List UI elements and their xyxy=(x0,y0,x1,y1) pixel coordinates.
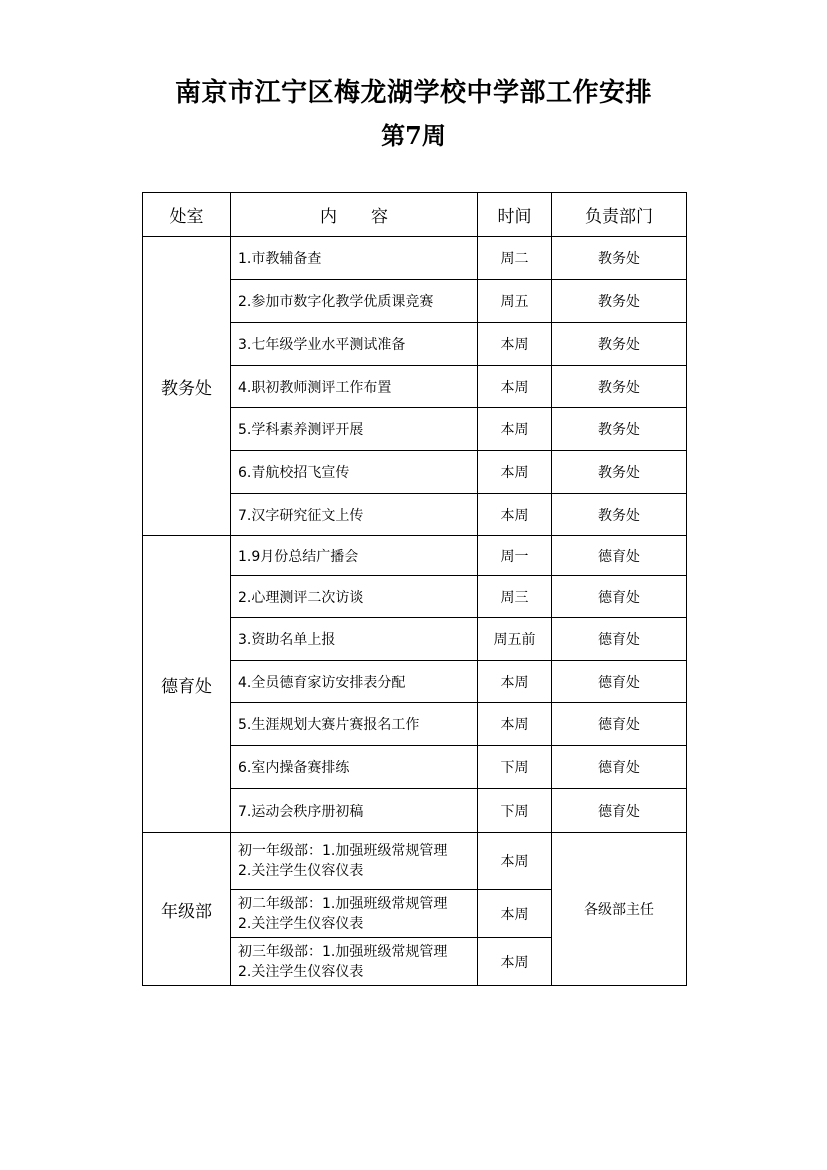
time-cell: 本周 xyxy=(478,323,552,366)
time-cell: 下周 xyxy=(478,789,552,833)
resp-cell: 教务处 xyxy=(552,366,687,408)
content-cell: 4.职初教师测评工作布置 xyxy=(231,366,478,408)
time-cell: 本周 xyxy=(478,494,552,536)
resp-cell: 教务处 xyxy=(552,451,687,494)
content-cell: 3.资助名单上报 xyxy=(231,618,478,661)
resp-cell: 德育处 xyxy=(552,536,687,576)
header-content: 内 容 xyxy=(231,193,478,237)
grade-task-line: 初二年级部：1.加强班级常规管理 xyxy=(238,895,448,912)
dept-cell: 德育处 xyxy=(143,536,231,833)
table-row xyxy=(143,536,687,576)
header-dept: 处室 xyxy=(143,193,231,237)
time-cell: 周五 xyxy=(478,280,552,323)
content-cell: 1.9月份总结广播会 xyxy=(231,536,478,576)
content-cell: 1.市教辅备查 xyxy=(231,237,478,280)
time-cell: 本周 xyxy=(478,408,552,451)
resp-cell: 教务处 xyxy=(552,494,687,536)
content-cell xyxy=(231,938,478,986)
time-cell: 本周 xyxy=(478,833,552,890)
grade-task-line: 初三年级部：1.加强班级常规管理 xyxy=(238,943,448,960)
time-cell: 本周 xyxy=(478,366,552,408)
grade-task-line: 2.关注学生仪容仪表 xyxy=(238,963,364,980)
content-cell: 6.室内操备赛排练 xyxy=(231,746,478,789)
table-row xyxy=(143,833,687,890)
time-cell: 本周 xyxy=(478,938,552,986)
header-time: 时间 xyxy=(478,193,552,237)
time-cell: 周五前 xyxy=(478,618,552,661)
resp-cell: 各级部主任 xyxy=(552,833,687,986)
content-cell: 5.学科素养测评开展 xyxy=(231,408,478,451)
header-resp: 负责部门 xyxy=(552,193,687,237)
content-cell: 5.生涯规划大赛片赛报名工作 xyxy=(231,703,478,746)
time-cell: 下周 xyxy=(478,746,552,789)
content-cell xyxy=(231,833,478,890)
time-cell: 本周 xyxy=(478,890,552,938)
content-cell: 7.运动会秩序册初稿 xyxy=(231,789,478,833)
table-header-row xyxy=(143,193,687,237)
content-cell: 7.汉字研究征文上传 xyxy=(231,494,478,536)
grade-task-line: 2.关注学生仪容仪表 xyxy=(238,863,364,879)
dept-cell: 教务处 xyxy=(143,237,231,536)
grade-task-line: 初一年级部：1.加强班级常规管理 xyxy=(238,843,448,859)
time-cell: 本周 xyxy=(478,451,552,494)
time-cell: 本周 xyxy=(478,661,552,703)
content-cell: 2.参加市数字化教学优质课竞赛 xyxy=(231,280,478,323)
resp-cell: 教务处 xyxy=(552,280,687,323)
resp-cell: 教务处 xyxy=(552,237,687,280)
content-cell: 2.心理测评二次访谈 xyxy=(231,576,478,618)
resp-cell: 德育处 xyxy=(552,703,687,746)
resp-cell: 教务处 xyxy=(552,408,687,451)
dept-cell: 年级部 xyxy=(143,833,231,986)
content-cell: 6.青航校招飞宣传 xyxy=(231,451,478,494)
grade-task-line: 2.关注学生仪容仪表 xyxy=(238,915,364,932)
time-cell: 周一 xyxy=(478,536,552,576)
resp-cell: 德育处 xyxy=(552,746,687,789)
resp-cell: 德育处 xyxy=(552,789,687,833)
resp-cell: 教务处 xyxy=(552,323,687,366)
time-cell: 本周 xyxy=(478,703,552,746)
time-cell: 周二 xyxy=(478,237,552,280)
resp-cell: 德育处 xyxy=(552,618,687,661)
content-cell: 4.全员德育家访安排表分配 xyxy=(231,661,478,703)
page-title: 南京市江宁区梅龙湖学校中学部工作安排 xyxy=(174,78,652,108)
week-subtitle: 第7周 xyxy=(381,121,446,150)
schedule-table xyxy=(142,192,687,986)
content-cell: 3.七年级学业水平测试准备 xyxy=(231,323,478,366)
content-cell xyxy=(231,890,478,938)
table-row xyxy=(143,237,687,280)
time-cell: 周三 xyxy=(478,576,552,618)
resp-cell: 德育处 xyxy=(552,661,687,703)
resp-cell: 德育处 xyxy=(552,576,687,618)
